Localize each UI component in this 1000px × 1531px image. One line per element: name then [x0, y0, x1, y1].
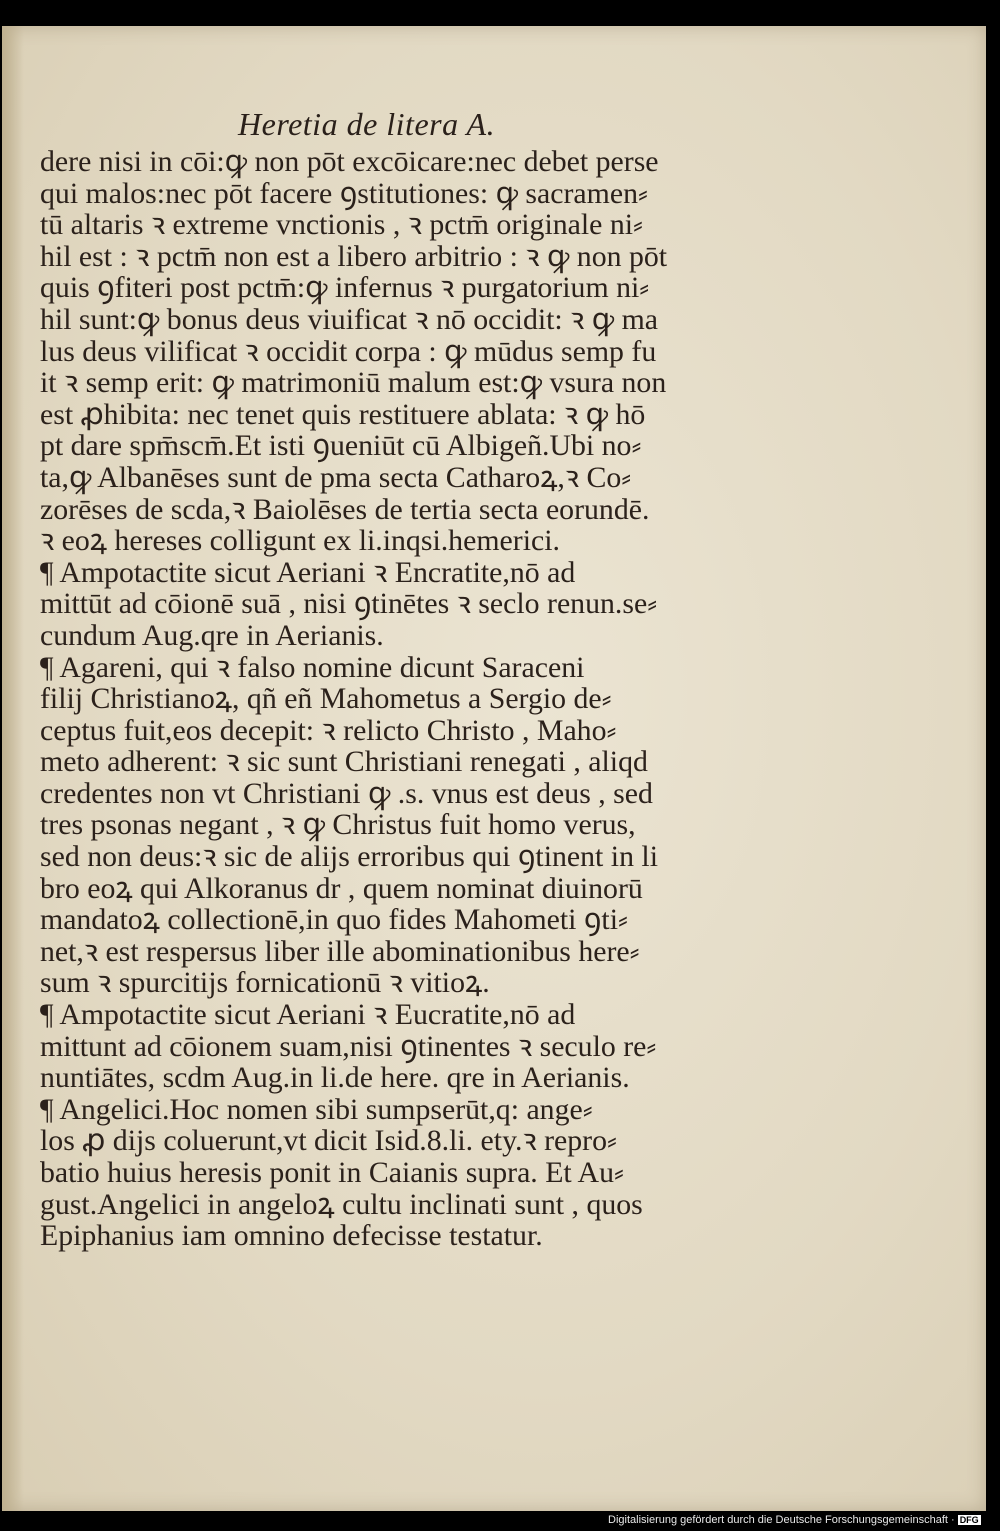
text-line: ꝛ eoꝝ hereses colligunt ex li.inqsi.hemerici. [40, 524, 560, 558]
text-block [40, 146, 712, 1252]
digitization-credit [608, 1514, 981, 1526]
text-line: filij Christianoꝝ, qñ eñ Mahometus a Sergio de⸗ [40, 682, 612, 716]
text-line: meto adherent: ꝛ sic sunt Christiani renegati , aliqd [40, 745, 648, 779]
text-line: sum ꝛ spurcitijs fornicationū ꝛ vitioꝝ. [40, 966, 490, 1000]
text-line: bro eoꝝ qui Alkoranus dr , quem nominat diuinorū [40, 871, 643, 905]
text-line: los ꝓ dijs coluerunt,vt dicit Isid.8.li. ety.ꝛ repro⸗ [40, 1124, 617, 1158]
text-line: tres psonas negant , ꝛ ꝙ Christus fuit homo verus, [40, 808, 636, 842]
text-line: gust.Angelici in angeloꝝ cultu inclinati sunt , quos [40, 1187, 643, 1221]
page-shadow [2, 26, 24, 1511]
text-line: ¶ Ampotactite sicut Aeriani ꝛ Eucratite,nō ad [40, 998, 576, 1032]
text-line: ta,ꝙ Albanēses sunt de pma secta Catharoꝝ,ꝛ Co⸗ [40, 460, 632, 494]
text-line: credentes non vt Christiani ꝙ .s. vnus est deus , sed [40, 776, 653, 810]
text-line: quis ꝯfiteri post pctm̄:ꝙ infernus ꝛ purgatorium ni⸗ [40, 271, 650, 305]
text-line: Epiphanius iam omnino defecisse testatur. [40, 1219, 543, 1253]
text-line: mittunt ad cōionem suam,nisi ꝯtinentes ꝛ seculo re⸗ [40, 1029, 657, 1063]
text-line: hil sunt:ꝙ bonus deus viuificat ꝛ nō occidit: ꝛ ꝙ ma [40, 302, 659, 336]
text-line: pt dare spm̄scm̄.Et isti ꝯueniūt cū Albigeñ.Ubi no⸗ [40, 429, 642, 463]
text-line: mandatoꝝ collectionē,in quo fides Mahometi ꝯti⸗ [40, 903, 628, 937]
text-line: it ꝛ semp erit: ꝙ matrimoniū malum est:ꝙ vsura non [40, 366, 667, 400]
dfg-logo: DFG [959, 1515, 979, 1526]
running-head: Heretia de litera A. [238, 106, 496, 142]
text-line: hil est : ꝛ pctm̄ non est a libero arbitrio : ꝛ ꝙ non pōt [40, 239, 668, 273]
book-page [2, 26, 986, 1511]
text-line: mittūt ad cōionē suā , nisi ꝯtinētes ꝛ seclo renun.se⸗ [40, 587, 658, 621]
text-line: ¶ Angelici.Hoc nomen sibi sumpserūt,q: ange⸗ [40, 1092, 593, 1126]
credit-text: Digitalisierung gefördert durch die Deutsche Forschungsgemeinschaft · [608, 1514, 955, 1526]
text-line: nuntiātes, scdm Aug.in li.de here. qre in Aerianis. [40, 1061, 630, 1095]
text-line: batio huius heresis ponit in Caianis supra. Et Au⸗ [40, 1156, 624, 1189]
text-line: zorēses de scda,ꝛ Baiolēses de tertia secta eorundē. [40, 492, 650, 526]
text-line: tū altaris ꝛ extreme vnctionis , ꝛ pctm̄ originale ni⸗ [40, 208, 643, 242]
text-line: qui malos:nec pōt facere ꝯstitutiones: ꝙ sacramen⸗ [40, 176, 648, 210]
text-line: sed non deus:ꝛ sic de alijs erroribus qui ꝯtinent in li [40, 840, 659, 874]
text-line: dere nisi in cōi:ꝙ non pōt excōicare:nec debet perse [40, 145, 659, 178]
text-line: ceptus fuit,eos decepit: ꝛ relicto Christo , Maho⸗ [40, 713, 617, 747]
text-line: est ꝓhibita: nec tenet quis restituere ablata: ꝛ ꝙ hō [40, 397, 646, 431]
text-line: ¶ Agareni, qui ꝛ falso nomine dicunt Saraceni [40, 650, 585, 684]
text-line: net,ꝛ est respersus liber ille abominationibus here⸗ [40, 934, 640, 968]
text-line: cundum Aug.qre in Aerianis. [40, 618, 384, 652]
text-line: ¶ Ampotactite sicut Aeriani ꝛ Encratite,nō ad [40, 555, 576, 589]
text-line: lus deus vilificat ꝛ occidit corpa : ꝙ mūdus semp fu [40, 334, 657, 368]
